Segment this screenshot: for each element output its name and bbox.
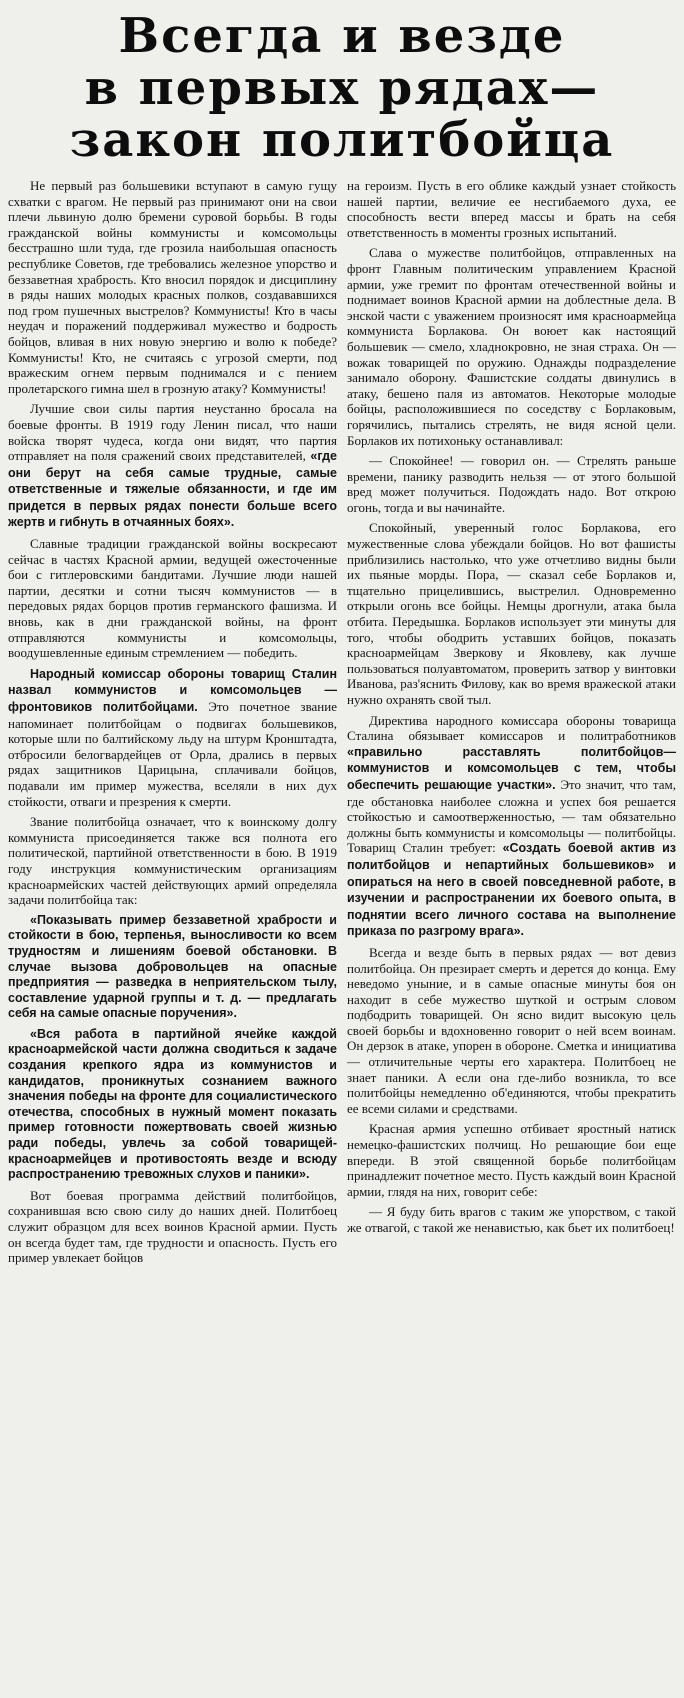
paragraph: Вот боевая программа действий политбойцов, сохранившая всю свою силу до наших дней. Политбоец служит образцом для всех воинов Красной армии. Пусть он всегда будет там, где трудности и опасность. Пусть его пример увлекает бойцов [8,1187,337,1266]
paragraph [8,401,337,531]
paragraph: — Спокойнее! — говорил он. — Стрелять раньше времени, панику разводить нельзя — от этого большой вред может получиться. Подождать надо. Вот открою огонь, тогда и вы начинайте. [347,453,676,515]
paragraph-text: Лучшие свои силы партия неустанно бросала на боевые фронты. В 1919 году Ленин писал, что наши войска творят чудеса, когда они видят, что партия отправляет на поля сражений своих представителей, [8,401,337,464]
right-column [347,178,676,1271]
directive-quote: «правильно расставлять политбойцов—коммунистов и комсомольцев с тем, чтобы обеспечить решающие участки». [347,744,676,792]
left-column [8,178,337,1271]
paragraph-text: Это почетное звание напоминает политбойцам о подвигах большевиков, которые шли по балтийскому льду на штурм Кронштадта, отбросили белогвардейцев от Орла, дрались в первых рядах защитников Царицына, сплачивали бойцов, подавали им пример мужества, вселяли в них дух стойкости, отваги и презрения к смерти. [8,699,337,809]
paragraph: Звание политбойца означает, что к воинскому долгу коммуниста присоединяется также вся полнота его политической, партийной ответственности в бою. В 1919 году инструкция коммунистическим организациям красноармейских частей действующих армий определяла задачи политбойца так: [8,814,337,908]
paragraph: Спокойный, уверенный голос Борлакова, его мужественные слова убеждали бойцов. Но вот фашисты приблизились настолько, что уже отчетливо видны были их пьяные морды. Пора, — сказал себе Борлаков и, тщательно прицелившись, выстрелил. Одновременно открыли огонь все бойцы. Немцы дрогнули, атака была отбита. Передышка. Борлаков использует эти минуты для того, чтобы ободрить уставших бойцов, показать красноармейцам Зверкову и Яковлеву, как лучше пользоваться полуавтоматом, проверить затвор у винтовки Иванова, раз'яснить Филову, как во время вражеской атаки нужно охранять свой тыл. [347,520,676,707]
paragraph-text: Это значит, что там, где обстановка наиболее сложна и успех боя решается стойкостью и самоотверженностью, — там обязательно должны быть коммунисты и комсомольцы — политбойцы. Товарищ Сталин требует: [347,776,676,856]
paragraph: на героизм. Пусть в его облике каждый узнает стойкость нашей партии, величие ее несгибаемого духа, ее способность вести вперед массы и брать на себя ответственность в моменты грозных испытаний. [347,178,676,240]
paragraph: Всегда и везде быть в первых рядах — вот девиз политбойца. Он презирает смерть и дерется до конца. Ему неведомо уныние, и в самые опасные минуты боя он находит в себе мужество шуткой и острым словом подбодрить товарищей. Он ясно видит высокую цель своей борьбы и вдохновенно говорит о ней всем воинам. Он дерзок в атаке, упорен в обороне. Сметка и инициатива — отличительные черты его характера. Политбоец не знает паники. А если она где-либо возникла, то все политбойцы немедленно об'единяются, чтобы прекратить ее всеми силами и средствами. [347,944,676,1116]
paragraph: Красная армия успешно отбивает яростный натиск немецко-фашистских полчищ. Но решающие бои еще впереди. В этой священной борьбе политбойцам принадлежит почетное место. Пусть каждый воин Красной армии, глядя на них, говорит себе: [347,1121,677,1199]
paragraph: — Я буду бить врагов с таким же упорством, с такой же отвагой, с такой же ненавистью, как бьет их политбоец! [347,1204,676,1235]
lenin-quote: «где они берут на себя самые трудные, самые ответственные и тяжелые обязанности, и где им придется в первых рядах понести больше всего жертв и гибнуть в отчаянных боях». [8,449,337,530]
stalin-demand-quote: «Создать боевой актив из политбойцов и непартийных большевиков» и опираться на него в своей повседневной работе, в изучении и распространении их боевого опыта, в поднятии всего личного состава на выполнение приказа по разгрому врага». [347,841,676,939]
paragraph: Не первый раз большевики вступают в самую гущу схватки с врагом. Не первый раз принимают они на свои плечи львиную долю бремени суровой борьбы. В годы гражданской войны коммунисты и комсомольцы бесстрашно шли туда, где грозила наибольшая опасность республике Советов, где требовались железное упорство и беззаветная храбрость. Кто вносил порядок и дисциплину в ряды наших молодых красных полков, создававшихся под гром пушечных выстрелов? Коммунисты! Кто в часы неудач и поражений поддерживал мужество и бодрость бойцов, вливая в них новую энергию и волю к победе? Коммунисты! Кто, не считаясь с угрозой смерти, под вражеским огнем первым поднимался и с пением пролетарского гимна шел в грозную атаку? Коммунисты! [8,178,337,396]
paragraph: Слава о мужестве политбойцов, отправленных на фронт Главным политическим управлением Красной армии, уже гремит по фронтам отечественной войны и поднимает воинов Красной армии на доблестные дела. В энской части с уважением произносят имя красноармейца коммуниста Борлакова. Он воюет как настоящий большевик — смело, хладнокровно, не зная страха. Он — вожак товарищей по оружию. Однажды подразделение занимало оборону. Фашистские солдаты двинулись в атаку, бешено паля из автоматов. Некоторые молодые бойцы, расположившиеся по соседству с Борлаковым, горячились, пытались стрелять, не видя ясной цели. Борлаков их потихоньку останавливал: [347,245,676,448]
paragraph: Славные традиции гражданской войны воскресают сейчас в частях Красной армии, ведущей ожесточенные бои с гитлеровскими бандитами. Лучшие люди нашей партии, десятки и сотни тысяч коммунистов — в передовых рядах борцов против германского фашизма. И вновь, как в дни гражданской войны, на фронт отправляются коммунисты и комсомольцы, воодушевленные единым стремлением — победить. [8,536,337,661]
stalin-statement: Народный комиссар обороны товарищ Сталин назвал коммунистов и комсомольцев — фронтовиков политбойцами. [8,666,337,714]
headline [8,10,676,166]
paragraph [8,666,337,809]
article-body [8,178,676,1271]
paragraph-text: Директива народного комиссара обороны товарища Сталина обязывает комиссаров и политработников [347,712,676,744]
headline-line-1: Всегда и везде [118,8,566,64]
paragraph [347,713,676,940]
instruction-quote-1: «Показывать пример беззаветной храбрости и стойкости в бою, терпенья, выносливости ко всем трудностям и лишениям боевой обстановки. В случае вызова добровольцев на опасные предприятия — разведка в неприятельском тылу, составление ударной группы и т. д. — предлагать себя на самые опасные поручения». [8,912,337,1021]
instruction-quote-2: «Вся работа в партийной ячейке каждой красноармейской части должна сводиться к задаче создания крепкого ядра из коммунистов и кандидатов, проникнутых сознанием важного значения победы на фронте для социалистического отечества, способных в нужный момент показать пример готовности пожертвовать своей жизнью ради победы, увлечь за собой товарищей-красноармейцев и противостоять везде и всюду распространению тревожных слухов и паники». [8,1026,337,1182]
headline-line-2: в первых рядах— [84,60,600,116]
headline-line-3: закон политбойца [69,112,615,168]
